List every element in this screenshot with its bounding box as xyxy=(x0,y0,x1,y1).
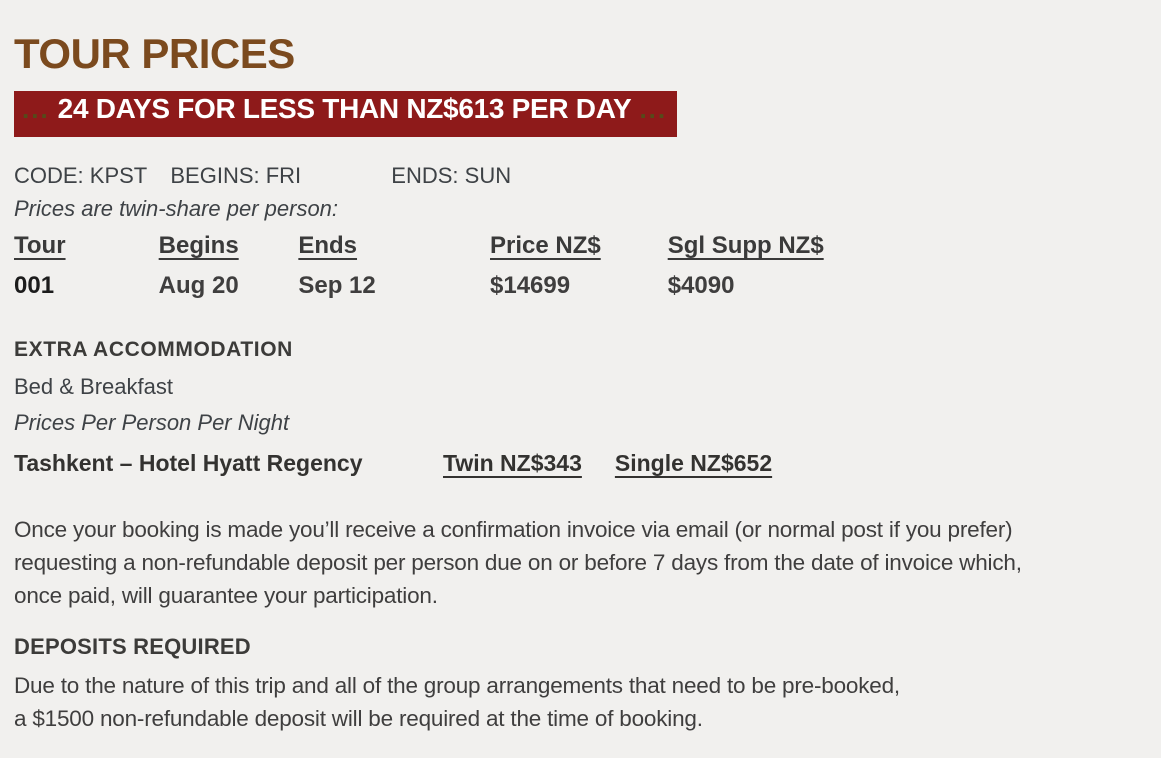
deposits-body xyxy=(14,669,1161,735)
deposits-heading: DEPOSITS REQUIRED xyxy=(14,634,251,659)
deposits-line: Due to the nature of this trip and all of the group arrangements that need to be pre-booked, xyxy=(14,673,900,698)
price-per-day-banner xyxy=(14,91,677,137)
tour-code: CODE: KPST xyxy=(14,163,148,188)
page-title: TOUR PRICES xyxy=(14,30,295,77)
twin-price: Twin NZ$343 xyxy=(443,450,582,476)
hotel-price-line xyxy=(14,450,1161,477)
booking-note-line: once paid, will guarantee your participation. xyxy=(14,583,438,608)
tour-ends-day: ENDS: SUN xyxy=(391,163,512,188)
banner-trailing-dots: ... xyxy=(639,94,668,124)
single-price: Single NZ$652 xyxy=(614,450,773,476)
price-table xyxy=(14,232,1161,300)
header-begins: Begins xyxy=(158,232,239,259)
extra-accommodation-heading: EXTRA ACCOMMODATION xyxy=(14,338,293,361)
cell-ends-date: Sep 12 xyxy=(298,272,376,299)
price-table-row xyxy=(14,272,1161,300)
header-price: Price NZ$ xyxy=(490,232,601,259)
cell-sgl-supp: $4090 xyxy=(667,272,735,299)
hotel-name: Tashkent – Hotel Hyatt Regency xyxy=(14,450,363,476)
deposits-section xyxy=(14,634,1161,735)
booking-confirmation-note xyxy=(14,513,1161,612)
header-sgl-supp: Sgl Supp NZ$ xyxy=(667,232,824,259)
cell-price: $14699 xyxy=(490,272,571,299)
booking-note-line: Once your booking is made you’ll receive a confirmation invoice via email (or normal post if you prefer) xyxy=(14,517,1013,542)
tour-code-line xyxy=(14,164,1161,188)
price-table-header-row xyxy=(14,232,1161,260)
board-type: Bed & Breakfast xyxy=(14,374,173,399)
header-ends: Ends xyxy=(298,232,358,259)
header-tour: Tour xyxy=(14,232,66,259)
cell-tour-number: 001 xyxy=(14,272,55,299)
per-person-per-night-note: Prices Per Person Per Night xyxy=(14,410,290,435)
cell-begins-date: Aug 20 xyxy=(158,272,239,299)
deposits-line: a $1500 non-refundable deposit will be required at the time of booking. xyxy=(14,706,703,731)
banner-leading-dots: ... xyxy=(22,94,50,124)
booking-note-line: requesting a non-refundable deposit per person due on or before 7 days from the date of invoice which, xyxy=(14,550,1022,575)
twin-share-note: Prices are twin-share per person: xyxy=(14,196,339,221)
extra-accommodation-section xyxy=(14,338,1161,477)
tour-begins-day: BEGINS: FRI xyxy=(170,163,302,188)
banner-text: 24 DAYS FOR LESS THAN NZ$613 PER DAY xyxy=(57,93,632,124)
